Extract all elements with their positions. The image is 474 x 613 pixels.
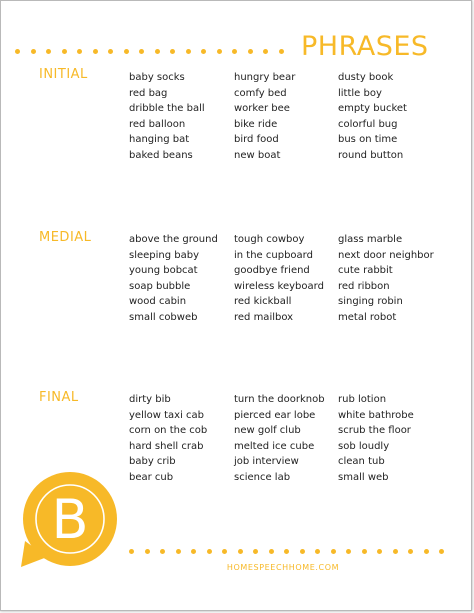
phrase: baby crib [129,456,176,468]
phrase: baked beans [129,149,193,161]
final-column-3 [338,392,456,486]
phrase: in the cupboard [234,249,313,261]
initial-column-3 [338,70,456,164]
decorative-dot [93,49,98,54]
phrase: yellow taxi cab [129,409,204,421]
decorative-dot [108,49,113,54]
phrase: young bobcat [129,265,198,277]
decorative-dot [145,549,150,554]
phrase: bike ride [234,118,278,130]
phrase: sleeping baby [129,249,200,261]
phrase: rub lotion [338,394,387,405]
phrase: little boy [338,87,382,99]
phrase: red mailbox [234,311,294,323]
badge-letter: B [51,488,89,551]
phrase: metal robot [338,311,397,323]
decorative-dot [217,49,222,54]
decorative-dot [248,49,253,54]
phrase: dusty book [338,72,394,83]
phrase: goodbye friend [234,265,310,277]
section-label-final: FINAL [39,390,79,405]
phrase: white bathrobe [338,409,414,421]
final-column-2 [234,392,352,486]
decorative-dot [31,49,36,54]
phrase: comfy bed [234,87,287,99]
initial-column-2 [234,70,352,164]
decorative-dot [300,549,305,554]
decorative-dot [253,549,258,554]
decorative-dot [284,549,289,554]
decorative-dot [315,549,320,554]
phrase: small web [338,471,389,483]
medial-column-3 [338,232,456,326]
top-dotted-rule [15,49,295,55]
phrase: red ribbon [338,280,390,292]
decorative-dot [155,49,160,54]
decorative-dot [170,49,175,54]
phrase: worker bee [234,103,290,115]
decorative-dot [207,549,212,554]
decorative-dot [176,549,181,554]
decorative-dot [191,549,196,554]
phrase: small cobweb [129,311,198,323]
phrase: wood cabin [129,296,187,308]
decorative-dot [377,549,382,554]
phrase: clean tub [338,456,385,468]
phrase: hanging bat [129,134,190,146]
medial-column-1 [129,232,247,326]
section-label-initial: INITIAL [39,67,88,82]
decorative-dot [124,49,129,54]
decorative-dot [232,49,237,54]
decorative-dot [362,549,367,554]
phrase: turn the doorknob [234,394,325,405]
phrase: bird food [234,134,279,146]
decorative-dot [62,49,67,54]
decorative-dot [331,549,336,554]
decorative-dot [201,49,206,54]
phrase: new boat [234,149,281,161]
decorative-dot [408,549,413,554]
phrase: corn on the cob [129,425,208,437]
phrase: melted ice cube [234,440,315,452]
bottom-dotted-rule [129,549,455,555]
phrase: bear cub [129,471,174,483]
decorative-dot [160,549,165,554]
footer-website: HOMESPEECHHOME.COM [226,563,340,572]
phrase: red bag [129,87,168,99]
decorative-dot [424,549,429,554]
phrase: science lab [234,471,291,483]
section-label-medial: MEDIAL [39,230,92,245]
decorative-dot [77,49,82,54]
phrase: pierced ear lobe [234,409,316,421]
phrase: new golf club [234,425,301,437]
decorative-dot [279,49,284,54]
phrase: sob loudly [338,440,390,452]
phrase: soap bubble [129,280,191,292]
phrase: red kickball [234,296,292,308]
final-column-1 [129,392,247,486]
phrase: colorful bug [338,118,398,130]
decorative-dot [393,549,398,554]
phrase: round button [338,149,404,161]
phrase: dirty bib [129,394,171,405]
decorative-dot [439,549,444,554]
initial-column-1 [129,70,247,164]
phrase: baby socks [129,72,185,83]
decorative-dot [263,49,268,54]
phrase: glass marble [338,234,403,245]
page-title: PHRASES [301,31,429,62]
phrase: dribble the ball [129,103,205,115]
decorative-dot [222,549,227,554]
decorative-dot [129,549,134,554]
phrase: hungry bear [234,72,296,83]
decorative-dot [269,549,274,554]
phrase: cute rabbit [338,265,393,277]
phrase: singing robin [338,296,403,308]
medial-column-2 [234,232,352,326]
phrase: hard shell crab [129,440,204,452]
phrase: scrub the floor [338,425,411,437]
phrase: job interview [234,456,299,468]
phrase: above the ground [129,234,218,245]
phrase: next door neighbor [338,249,434,261]
decorative-dot [186,49,191,54]
decorative-dot [238,549,243,554]
decorative-dot [346,549,351,554]
phrase: wireless keyboard [234,280,324,292]
phrase: bus on time [338,134,398,146]
phrase: tough cowboy [234,234,305,245]
speech-bubble-icon [17,469,121,573]
letter-badge [17,469,121,573]
decorative-dot [139,49,144,54]
phrase: empty bucket [338,103,407,115]
decorative-dot [46,49,51,54]
phrase: red balloon [129,118,186,130]
decorative-dot [15,49,20,54]
